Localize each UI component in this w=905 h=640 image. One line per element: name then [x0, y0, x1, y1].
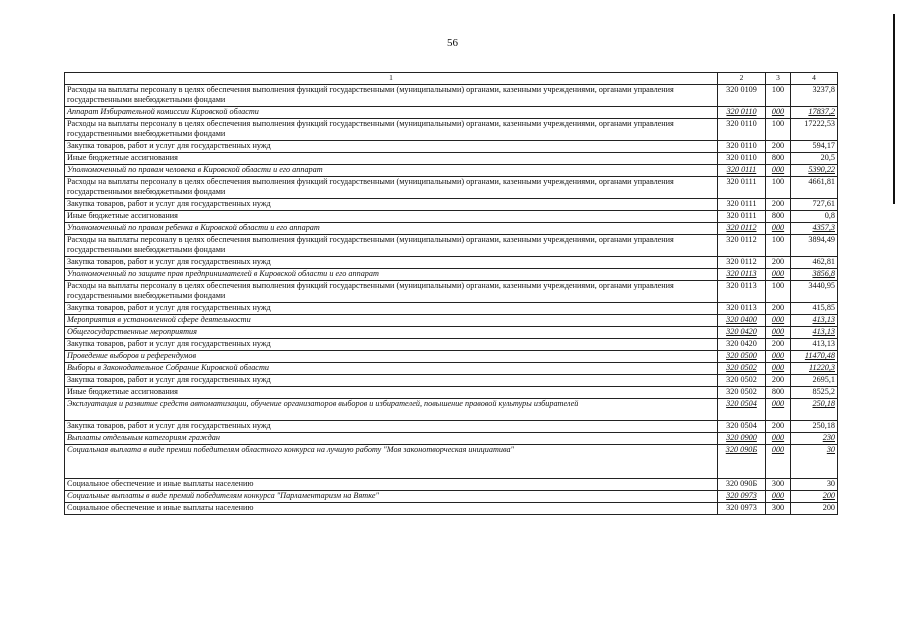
row-sum-cell: 594,17 — [791, 141, 838, 153]
row-sum-cell: 200 — [791, 491, 838, 503]
row-sum-cell: 11220,3 — [791, 363, 838, 375]
row-code-cell: 320 0111 — [718, 199, 766, 211]
table-row — [65, 433, 838, 445]
row-name-cell: Выплаты отдельным категориям граждан — [65, 433, 718, 445]
row-code-cell: 320 0112 — [718, 223, 766, 235]
row-sum-cell: 5390,22 — [791, 165, 838, 177]
table-row — [65, 269, 838, 281]
row-code-cell: 320 090Б — [718, 479, 766, 491]
row-vr-cell: 200 — [766, 375, 791, 387]
row-sum-cell: 3237,8 — [791, 85, 838, 107]
table-row — [65, 223, 838, 235]
row-code-cell: 320 0113 — [718, 303, 766, 315]
header-cell-name: 1 — [65, 73, 718, 85]
row-code-cell: 320 0109 — [718, 85, 766, 107]
row-name-cell: Уполномоченный по правам человека в Кировской области и его аппарат — [65, 165, 718, 177]
row-name-cell: Мероприятия в установленной сфере деятельности — [65, 315, 718, 327]
row-code-cell: 320 0113 — [718, 281, 766, 303]
table-row — [65, 177, 838, 199]
row-sum-cell: 3440,95 — [791, 281, 838, 303]
row-sum-cell: 17222,53 — [791, 119, 838, 141]
row-vr-cell: 100 — [766, 281, 791, 303]
row-name-cell: Иные бюджетные ассигнования — [65, 211, 718, 223]
row-name-cell: Закупка товаров, работ и услуг для государственных нужд — [65, 375, 718, 387]
table-row — [65, 141, 838, 153]
row-name-cell: Иные бюджетные ассигнования — [65, 153, 718, 165]
row-sum-cell: 0,8 — [791, 211, 838, 223]
row-vr-cell: 000 — [766, 363, 791, 375]
row-name-cell: Уполномоченный по защите прав предпринимателей в Кировской области и его аппарат — [65, 269, 718, 281]
row-name-cell: Социальное обеспечение и иные выплаты населению — [65, 479, 718, 491]
row-code-cell: 320 0110 — [718, 107, 766, 119]
row-vr-cell: 100 — [766, 235, 791, 257]
table-row — [65, 421, 838, 433]
row-code-cell: 320 0504 — [718, 421, 766, 433]
header-cell-code: 2 — [718, 73, 766, 85]
row-name-cell: Расходы на выплаты персоналу в целях обеспечения выполнения функций государственными (муниципальными) органами, казенными учреждениями, органами управления государственными внебюджетными фондами — [65, 85, 718, 107]
row-vr-cell: 800 — [766, 153, 791, 165]
row-sum-cell: 415,85 — [791, 303, 838, 315]
row-name-cell: Социальное обеспечение и иные выплаты населению — [65, 503, 718, 515]
row-vr-cell: 200 — [766, 339, 791, 351]
row-vr-cell: 200 — [766, 199, 791, 211]
table-body — [65, 73, 838, 515]
row-sum-cell: 30 — [791, 445, 838, 479]
row-name-cell: Закупка товаров, работ и услуг для государственных нужд — [65, 257, 718, 269]
row-vr-cell: 000 — [766, 351, 791, 363]
table-row — [65, 375, 838, 387]
row-code-cell: 320 0110 — [718, 119, 766, 141]
row-vr-cell: 000 — [766, 223, 791, 235]
row-vr-cell: 000 — [766, 491, 791, 503]
row-name-cell: Закупка товаров, работ и услуг для государственных нужд — [65, 141, 718, 153]
row-code-cell: 320 0400 — [718, 315, 766, 327]
table-row — [65, 281, 838, 303]
table-row — [65, 107, 838, 119]
budget-table — [64, 72, 838, 515]
row-code-cell: 320 0502 — [718, 363, 766, 375]
table-row — [65, 235, 838, 257]
row-sum-cell: 4661,81 — [791, 177, 838, 199]
row-vr-cell: 000 — [766, 165, 791, 177]
table-row — [65, 165, 838, 177]
row-name-cell: Закупка товаров, работ и услуг для государственных нужд — [65, 303, 718, 315]
row-code-cell: 320 0110 — [718, 141, 766, 153]
row-sum-cell: 11470,48 — [791, 351, 838, 363]
row-name-cell: Уполномоченный по правам ребенка в Кировской области и его аппарат — [65, 223, 718, 235]
table-row — [65, 363, 838, 375]
row-sum-cell: 230 — [791, 433, 838, 445]
row-code-cell: 320 0504 — [718, 399, 766, 421]
row-sum-cell: 250,18 — [791, 421, 838, 433]
table-row — [65, 257, 838, 269]
table-row — [65, 479, 838, 491]
table-row — [65, 387, 838, 399]
row-name-cell: Аппарат Избирательной комиссии Кировской области — [65, 107, 718, 119]
row-sum-cell: 413,13 — [791, 315, 838, 327]
table-row — [65, 119, 838, 141]
row-name-cell: Общегосударственные мероприятия — [65, 327, 718, 339]
row-name-cell: Иные бюджетные ассигнования — [65, 387, 718, 399]
row-name-cell: Закупка товаров, работ и услуг для государственных нужд — [65, 339, 718, 351]
row-vr-cell: 100 — [766, 85, 791, 107]
row-vr-cell: 100 — [766, 177, 791, 199]
row-sum-cell: 250,18 — [791, 399, 838, 421]
row-code-cell: 320 0111 — [718, 165, 766, 177]
table-row — [65, 491, 838, 503]
row-code-cell: 320 0900 — [718, 433, 766, 445]
row-code-cell: 320 0113 — [718, 269, 766, 281]
table-row — [65, 199, 838, 211]
row-name-cell: Расходы на выплаты персоналу в целях обеспечения выполнения функций государственными (муниципальными) органами, казенными учреждениями, органами управления государственными внебюджетными фондами — [65, 281, 718, 303]
table-row — [65, 351, 838, 363]
row-name-cell: Расходы на выплаты персоналу в целях обеспечения выполнения функций государственными (муниципальными) органами, казенными учреждениями, органами управления государственными внебюджетными фондами — [65, 235, 718, 257]
row-code-cell: 320 0111 — [718, 177, 766, 199]
page-number: 56 — [447, 37, 458, 49]
row-code-cell: 320 0973 — [718, 491, 766, 503]
row-vr-cell: 000 — [766, 315, 791, 327]
header-cell-vr: 3 — [766, 73, 791, 85]
row-name-cell: Проведение выборов и референдумов — [65, 351, 718, 363]
row-code-cell: 320 0110 — [718, 153, 766, 165]
row-sum-cell: 413,13 — [791, 327, 838, 339]
row-sum-cell: 30 — [791, 479, 838, 491]
row-name-cell: Социальные выплаты в виде премий победителям конкурса "Парламентаризм на Вятке" — [65, 491, 718, 503]
table-row — [65, 445, 838, 479]
header-cell-sum: 4 — [791, 73, 838, 85]
row-vr-cell: 200 — [766, 257, 791, 269]
row-vr-cell: 000 — [766, 269, 791, 281]
row-vr-cell: 800 — [766, 211, 791, 223]
row-sum-cell: 17837,2 — [791, 107, 838, 119]
row-name-cell: Закупка товаров, работ и услуг для государственных нужд — [65, 421, 718, 433]
row-vr-cell: 200 — [766, 303, 791, 315]
row-vr-cell: 100 — [766, 119, 791, 141]
table-row — [65, 315, 838, 327]
row-sum-cell: 3894,49 — [791, 235, 838, 257]
table-header-row — [65, 73, 838, 85]
table-row — [65, 327, 838, 339]
table-row — [65, 153, 838, 165]
row-code-cell: 320 0420 — [718, 327, 766, 339]
table-row — [65, 339, 838, 351]
row-sum-cell: 727,61 — [791, 199, 838, 211]
row-vr-cell: 000 — [766, 445, 791, 479]
row-code-cell: 320 0500 — [718, 351, 766, 363]
row-sum-cell: 20,5 — [791, 153, 838, 165]
row-sum-cell: 200 — [791, 503, 838, 515]
row-name-cell: Социальная выплата в виде премии победителям областного конкурса на лучшую работу "Моя законотворческая инициатива" — [65, 445, 718, 479]
row-vr-cell: 300 — [766, 479, 791, 491]
row-vr-cell: 000 — [766, 399, 791, 421]
row-sum-cell: 413,13 — [791, 339, 838, 351]
row-code-cell: 320 090Б — [718, 445, 766, 479]
row-vr-cell: 000 — [766, 107, 791, 119]
row-name-cell: Закупка товаров, работ и услуг для государственных нужд — [65, 199, 718, 211]
row-name-cell: Расходы на выплаты персоналу в целях обеспечения выполнения функций государственными (муниципальными) органами, казенными учреждениями, органами управления государственными внебюджетными фондами — [65, 119, 718, 141]
row-name-cell: Выборы в Законодательное Собрание Кировской области — [65, 363, 718, 375]
table-row — [65, 211, 838, 223]
row-vr-cell: 000 — [766, 327, 791, 339]
row-code-cell: 320 0112 — [718, 257, 766, 269]
table-row — [65, 399, 838, 421]
row-code-cell: 320 0112 — [718, 235, 766, 257]
row-vr-cell: 800 — [766, 387, 791, 399]
row-code-cell: 320 0111 — [718, 211, 766, 223]
row-name-cell: Расходы на выплаты персоналу в целях обеспечения выполнения функций государственными (муниципальными) органами, казенными учреждениями, органами управления государственными внебюджетными фондами — [65, 177, 718, 199]
row-vr-cell: 000 — [766, 433, 791, 445]
row-sum-cell: 3856,8 — [791, 269, 838, 281]
row-sum-cell: 4357,3 — [791, 223, 838, 235]
row-sum-cell: 2695,1 — [791, 375, 838, 387]
table-row — [65, 503, 838, 515]
row-vr-cell: 300 — [766, 503, 791, 515]
table-row — [65, 303, 838, 315]
row-vr-cell: 200 — [766, 141, 791, 153]
table-row — [65, 85, 838, 107]
row-code-cell: 320 0502 — [718, 375, 766, 387]
row-code-cell: 320 0973 — [718, 503, 766, 515]
row-name-cell: Эксплуатация и развитие средств автоматизации, обучение организаторов выборов и избирателей, повышение правовой культуры избирателей — [65, 399, 718, 421]
row-code-cell: 320 0420 — [718, 339, 766, 351]
row-sum-cell: 8525,2 — [791, 387, 838, 399]
row-sum-cell: 462,81 — [791, 257, 838, 269]
row-code-cell: 320 0502 — [718, 387, 766, 399]
row-vr-cell: 200 — [766, 421, 791, 433]
